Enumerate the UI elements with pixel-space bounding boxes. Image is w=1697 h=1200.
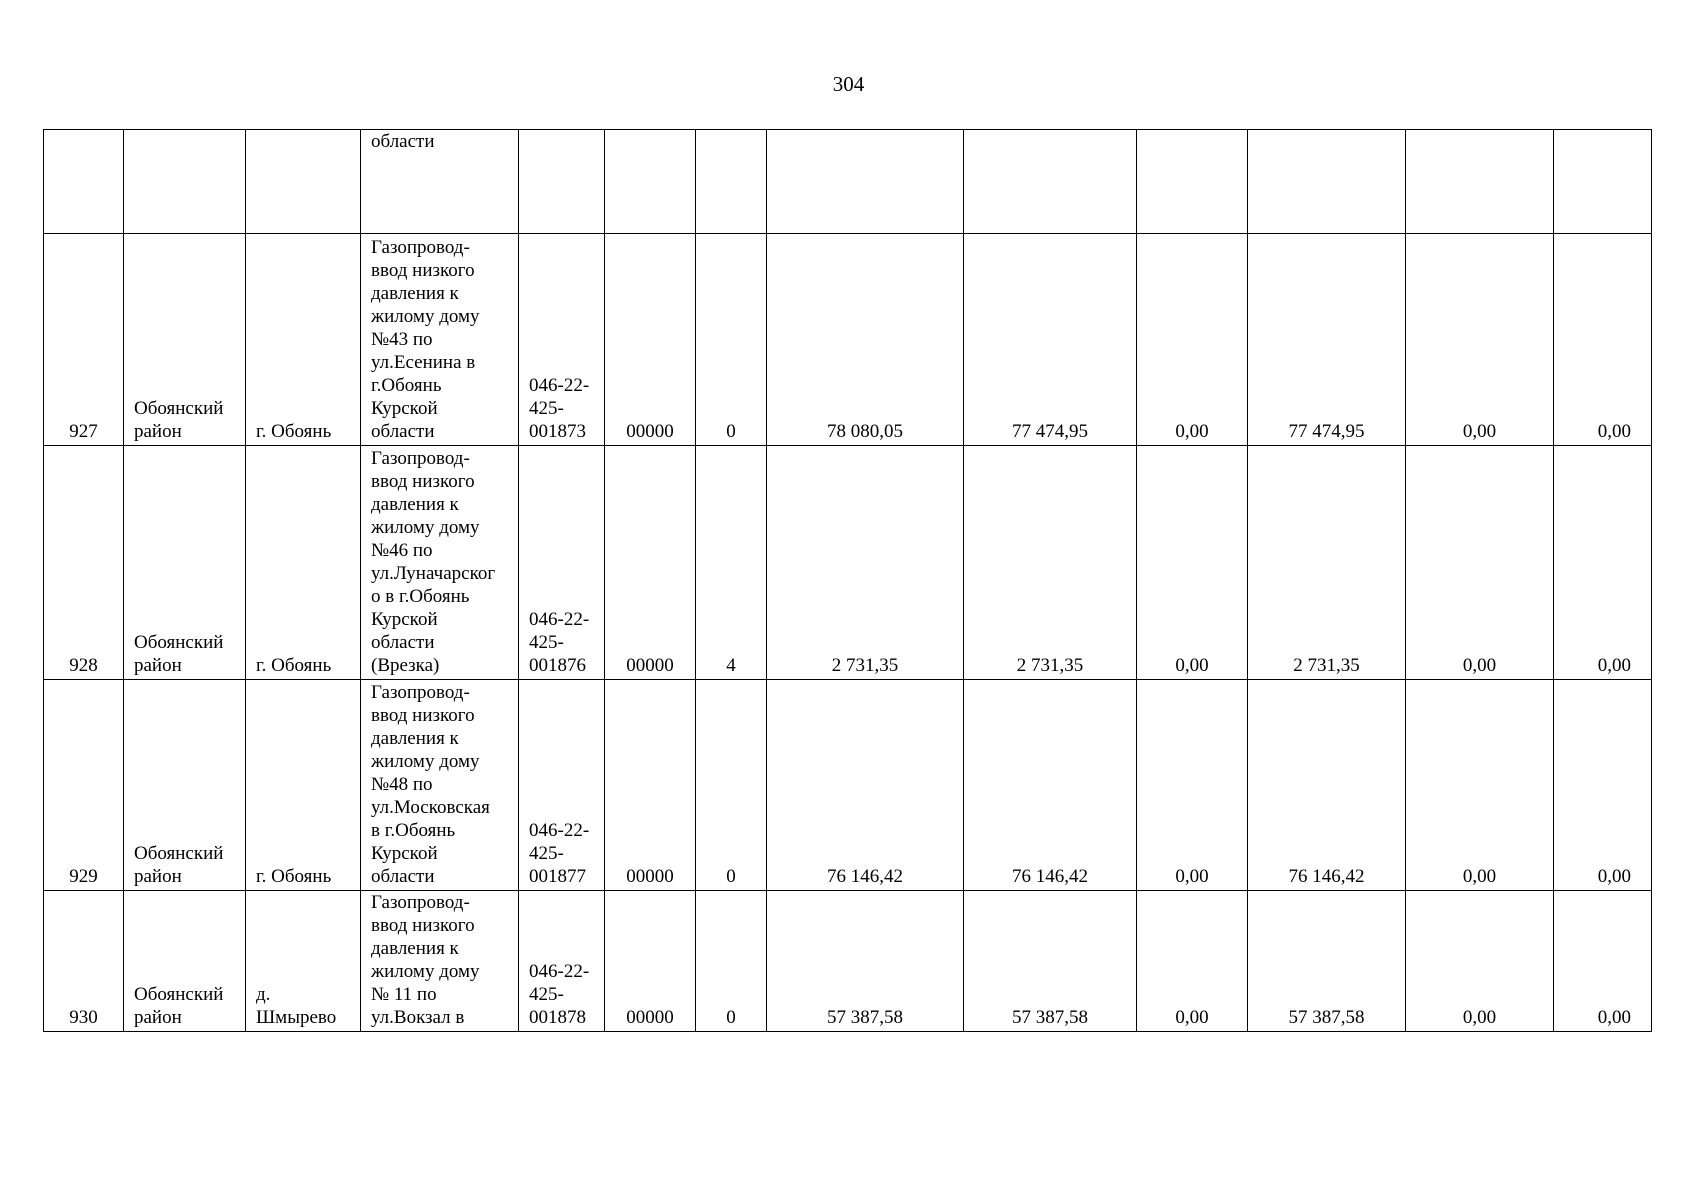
cell-description: Газопровод- ввод низкого давления к жилому дому № 11 по ул.Вокзал в [361, 891, 519, 1032]
cell-value5: 0,00 [1406, 891, 1554, 1032]
cell-district: Обоянский район [124, 680, 246, 891]
cell-num: 927 [44, 234, 124, 446]
cell-locality [246, 130, 361, 234]
cell-code [605, 130, 696, 234]
cell-value1: 2 731,35 [767, 446, 964, 680]
cell-value3 [1137, 130, 1248, 234]
cell-value6: 0,00 [1554, 234, 1652, 446]
cell-value5 [1406, 130, 1554, 234]
page-number: 304 [832, 72, 865, 96]
cell-qty: 0 [696, 234, 767, 446]
cell-code: 00000 [605, 891, 696, 1032]
cell-description: Газопровод- ввод низкого давления к жилому дому №48 по ул.Московская в г.Обоянь Курской области [361, 680, 519, 891]
table-row-continuation [44, 130, 1652, 234]
cell-value6: 0,00 [1554, 680, 1652, 891]
table-row [44, 680, 1652, 891]
cell-value4: 77 474,95 [1248, 234, 1406, 446]
cell-locality: д. Шмырево [246, 891, 361, 1032]
table-row [44, 891, 1652, 1032]
cell-qty [696, 130, 767, 234]
cell-description: Газопровод- ввод низкого давления к жилому дому №43 по ул.Есенина в г.Обоянь Курской области [361, 234, 519, 446]
table-row [44, 446, 1652, 680]
cell-locality: г. Обоянь [246, 680, 361, 891]
cell-value4 [1248, 130, 1406, 234]
cell-value3: 0,00 [1137, 680, 1248, 891]
cell-value1 [767, 130, 964, 234]
cell-value4: 2 731,35 [1248, 446, 1406, 680]
cell-qty: 0 [696, 891, 767, 1032]
cell-code: 00000 [605, 446, 696, 680]
cell-cadastral: 046-22- 425- 001878 [519, 891, 605, 1032]
cell-district [124, 130, 246, 234]
cell-district: Обоянский район [124, 446, 246, 680]
cell-num [44, 130, 124, 234]
cell-num: 930 [44, 891, 124, 1032]
cell-value6: 0,00 [1554, 891, 1652, 1032]
cell-district: Обоянский район [124, 234, 246, 446]
cell-value5: 0,00 [1406, 446, 1554, 680]
cell-value1: 57 387,58 [767, 891, 964, 1032]
cell-locality: г. Обоянь [246, 446, 361, 680]
cell-locality: г. Обоянь [246, 234, 361, 446]
cell-cadastral: 046-22- 425- 001873 [519, 234, 605, 446]
cell-value6: 0,00 [1554, 446, 1652, 680]
cell-value5: 0,00 [1406, 680, 1554, 891]
cell-district: Обоянский район [124, 891, 246, 1032]
cell-code: 00000 [605, 234, 696, 446]
cell-value4: 76 146,42 [1248, 680, 1406, 891]
cell-value1: 76 146,42 [767, 680, 964, 891]
cell-qty: 4 [696, 446, 767, 680]
cell-value2: 2 731,35 [964, 446, 1137, 680]
cell-description: области [361, 130, 519, 234]
cell-code: 00000 [605, 680, 696, 891]
cell-value3: 0,00 [1137, 891, 1248, 1032]
cell-cadastral: 046-22- 425- 001877 [519, 680, 605, 891]
cell-value2 [964, 130, 1137, 234]
cell-value1: 78 080,05 [767, 234, 964, 446]
asset-registry-table [43, 129, 1652, 1032]
cell-value4: 57 387,58 [1248, 891, 1406, 1032]
cell-value3: 0,00 [1137, 234, 1248, 446]
cell-value6 [1554, 130, 1652, 234]
cell-cadastral: 046-22- 425- 001876 [519, 446, 605, 680]
cell-value2: 57 387,58 [964, 891, 1137, 1032]
cell-cadastral [519, 130, 605, 234]
cell-value5: 0,00 [1406, 234, 1554, 446]
table-row [44, 234, 1652, 446]
cell-value2: 76 146,42 [964, 680, 1137, 891]
cell-num: 928 [44, 446, 124, 680]
cell-qty: 0 [696, 680, 767, 891]
cell-value2: 77 474,95 [964, 234, 1137, 446]
cell-description: Газопровод- ввод низкого давления к жилому дому №46 по ул.Луначарског о в г.Обоянь Курской области (Врезка) [361, 446, 519, 680]
cell-num: 929 [44, 680, 124, 891]
cell-value3: 0,00 [1137, 446, 1248, 680]
